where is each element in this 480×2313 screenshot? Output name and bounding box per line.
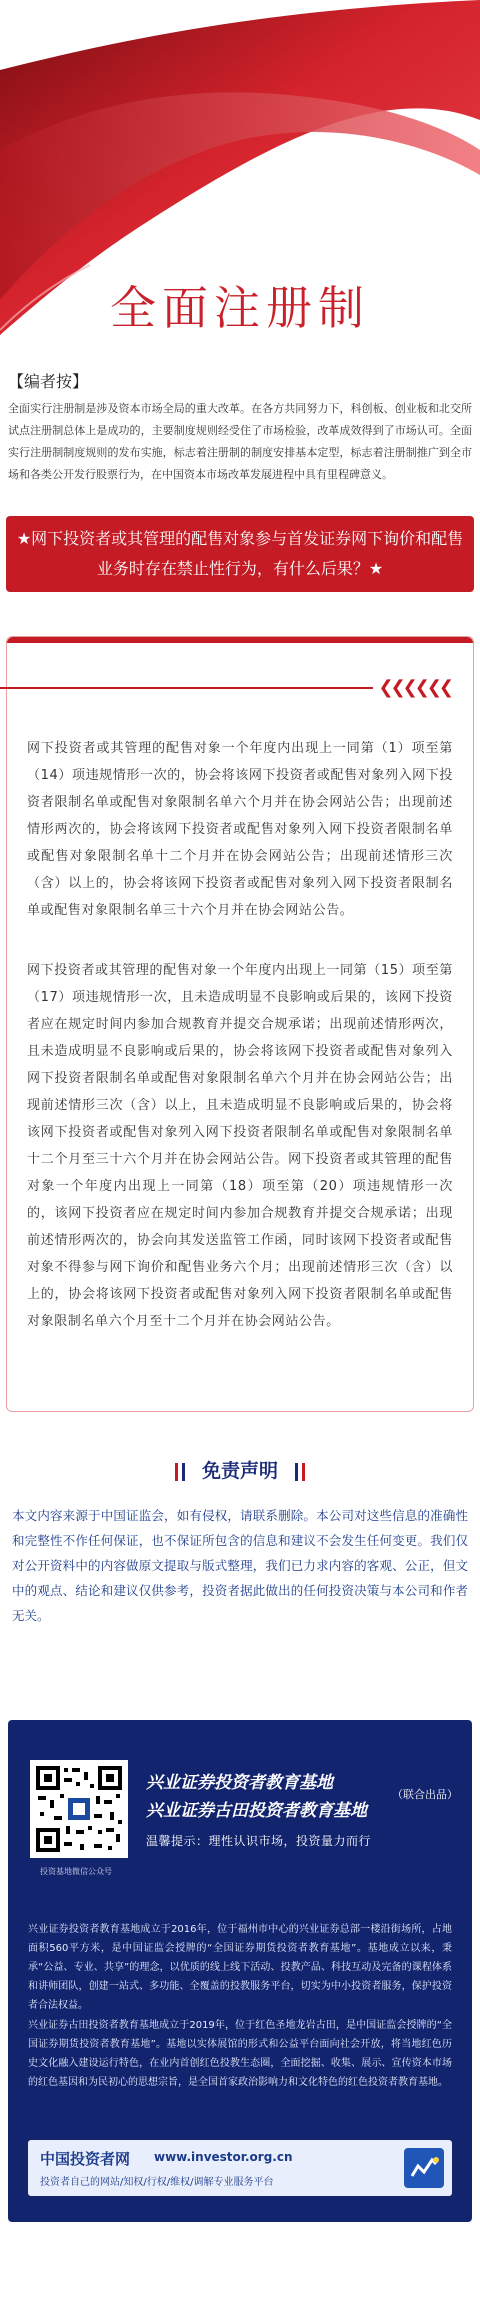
question-banner [6, 516, 474, 592]
question-text: ★网下投资者或其管理的配售对象参与首发证券网下询价和配售业务时存在禁止性行为，有什么后果？★ [16, 529, 464, 578]
editor-note [0, 369, 480, 486]
title-bar-left [175, 1463, 178, 1481]
qr-code[interactable] [30, 1760, 128, 1858]
divider-line [0, 687, 373, 689]
footer-panel [8, 1720, 472, 2222]
portal-tagline: 投资者自己的网站/知权/行权/维权/调解专业服务平台 [40, 2177, 274, 2188]
qr-code-icon [34, 1764, 124, 1854]
joint-production-label: （联合出品） [392, 1788, 458, 1801]
brand-name-1: 兴业证券投资者教育基地 [146, 1773, 333, 1793]
answer-paragraph: 网下投资者或其管理的配售对象一个年度内出现上一同第（15）项至第（17）项违规情形一次，且未造成明显不良影响或后果的，该网下投资者应在规定时间内参加合规教育并提交合规承诺；出现前述情形两次，且未造成明显不良影响或后果的，协会将该网下投资者或配售对象列入网下投资者限制名单或配售对象限制名单六个月并在协会网站公告；出现前述情形三次（含）以上，且未造成明显不良影响或后果的，协会将该网下投资者或配售对象列入网下投资者限制名单或配售对象限制名单十二个月至三十六个月并在协会网站公告。网下投资者或其管理的配售对象一个年度内出现上一同第（18）项至第（20）项违规情形一次的，该网下投资者应在规定时间内参加合规教育并提交合规承诺；出现前述情形两次的，协会向其发送监管工作函，同时该网下投资者或配售对象不得参与网下询价和配售业务六个月；出现前述情形三次（含）以上的，协会将该网下投资者或配售对象列入网下投资者限制名单或配售对象限制名单六个月至十二个月并在协会网站公告。 [27, 963, 453, 1329]
portal-logo-icon [404, 2148, 444, 2188]
portal-name: 中国投资者网 [40, 2150, 131, 2168]
brand-name-2: 兴业证券古田投资者教育基地 [146, 1801, 367, 1821]
base-intro-1: 兴业证券投资者教育基地成立于2016年，位于福州市中心的兴业证券总部一楼沿街场所，占地面积560平方米，是中国证监会授牌的“全国证券期货投资者教育基地”。基地成立以来，秉承“公益、专业、共享”的理念，以优质的线上线下活动、投教产品、科技互动及完备的课程体系和讲师团队，创建一站式、多功能、全覆盖的投教服务平台，切实为中小投资者服务，保护投资者合法权益。 [28, 1924, 452, 2011]
answer-paragraph: 网下投资者或其管理的配售对象一个年度内出现上一同第（1）项至第（14）项违规情形一次的，协会将该网下投资者或配售对象列入网下投资者限制名单或配售对象限制名单六个月并在协会网站公告；出现前述情形两次的，协会将该网下投资者或配售对象列入网下投资者限制名单或配售对象限制名单十二个月并在协会网站公告；出现前述情形三次（含）以上的，协会将该网下投资者或配售对象列入网下投资者限制名单或配售对象限制名单三十六个月并在协会网站公告。 [27, 741, 453, 918]
investor-portal-banner[interactable] [28, 2140, 452, 2196]
base-intro-2: 兴业证券古田投资者教育基地成立于2019年，位于红色圣地龙岩古田，是中国证监会授牌的“全国证券期货投资者教育基地”。基地以实体展馆的形式和公益平台面向社会开放，将当地红色历史文化融入建设运行特色，在业内首创红色投教生态圈，全面挖掘、收集、展示、宣传资本市场的红色基因和为民初心的思想宗旨，是全国首家政治影响力和文化特色的红色投资者教育基地。 [28, 2020, 452, 2088]
qr-caption: 投资基地微信公众号 [40, 1867, 112, 1876]
chevron-left-icon: ❮❮❮❮❮❮ [378, 677, 451, 698]
answer-box [6, 636, 474, 1412]
answer-box-topbar [7, 637, 473, 643]
title-bar-right [295, 1463, 298, 1481]
title-bar-left [182, 1463, 185, 1481]
hero-banner [0, 0, 480, 365]
editor-note-heading: 【编者按】 [8, 372, 89, 391]
disclaimer-heading [0, 1456, 480, 1483]
disclaimer-title-text: 免责声明 [201, 1460, 278, 1482]
page-title: 全面注册制 [110, 281, 370, 335]
portal-url[interactable]: www.investor.org.cn [154, 2150, 293, 2164]
editor-note-body: 全面实行注册制是涉及资本市场全局的重大改革。在各方共同努力下，科创板、创业板和北交所试点注册制总体上是成功的，主要制度规则经受住了市场检验，改革成效得到了市场认可。全面实行注册制制度规则的发布实施，标志着注册制的制度安排基本定型，标志着注册制推广到全市场和各类公开发行股票行为，在中国资本市场改革发展进程中具有里程碑意义。 [8, 402, 472, 481]
reminder-text: 温馨提示：理性认识市场，投资量力而行 [146, 1834, 372, 1848]
title-bar-right [302, 1463, 305, 1481]
chevron-divider [0, 677, 451, 698]
disclaimer-body: 本文内容来源于中国证监会，如有侵权，请联系删除。本公司对这些信息的准确性和完整性不作任何保证，也不保证所包含的信息和建议不会发生任何变更。我们仅对公开资料中的内容做原文提取与版式整理，我们已力求内容的客观、公正，但文中的观点、结论和建议仅供参考，投资者据此做出的任何投资决策与本公司和作者无关。 [12, 1508, 468, 1623]
